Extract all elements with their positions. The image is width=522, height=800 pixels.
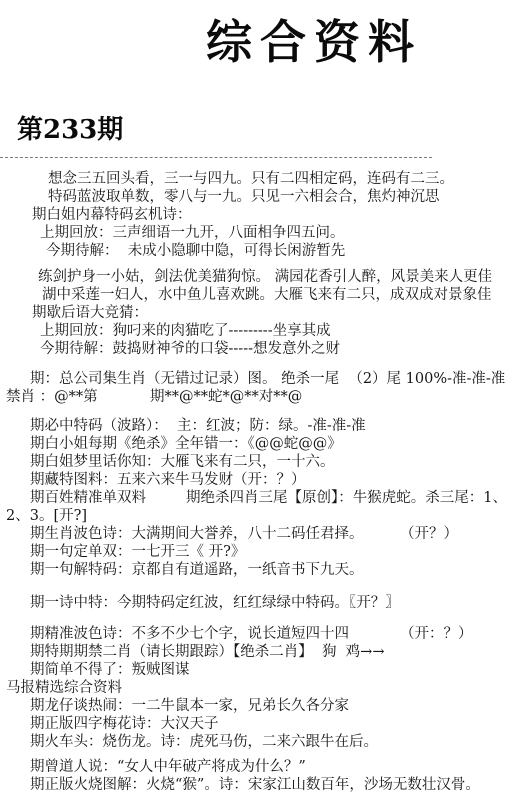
poem-line-2: 特码蓝波取单数，零八与一九。只见一六相会合，焦灼神沉思 [48,189,440,205]
baijie-poem-heading: 期白姐内幕特码玄机诗： [32,207,192,223]
banned-zodiac-right: 期**@**蛇*@**对**@ [150,389,303,405]
xiehouyu-last-review: 上期回放：狗叼来的肉猫吃了---------坐享其成 [40,323,331,339]
zodiac-color-poem-result: （开？） [400,526,458,542]
verse-line-2: 湖中采莲一妇人，水中鱼儿喜欢跳。大雁飞来有二只，成双成对景象佳 [42,287,492,303]
zeng-daoren-line: 期曾道人说：“女人中年破产将成为什么？” [30,759,306,775]
baijie-dream-line: 期白姐梦里话你知：大雁飞来有二只，一十六。 [30,454,335,470]
special-code-wave: 期必中特码（波路）： 主：红波；防：绿。-准-准-准 [30,418,366,434]
special-code-sentence: 期一句解特码：京都自有道遥路，一纸音书下九天。 [30,562,364,578]
kill-four-zodiac: 期绝杀四肖三尾【原创】：牛猴虎蛇。杀三尾：1、 [186,490,507,506]
poem-special-code: 期一诗中特：今期特码定红波，红红绿绿中特码。〖开？〗 [30,595,400,611]
fire-chart-line: 期正版火烧图解：火烧“猴”。诗：宋家江山数百年，沙场无数壮汉骨。 [30,777,480,793]
baijie-current-riddle: 今期待解： 未成小隐聊中隐，可得长闲游暂先 [46,243,346,259]
verse-line-1: 练剑护身一小姑，剑法优美猫狗惊。 满园花香引人醉，风景美来人更佳 [38,269,493,285]
baixiaojie-kill-line: 期白小姐每期《绝杀》全年错一：《@@蛇@@》 [30,436,342,452]
plum-poem-line: 期正版四字梅花诗：大汉天子 [30,716,219,732]
hidden-code-chart: 期藏特图料：五来六来牛马发财（开：？） [30,472,306,488]
odd-even-sentence: 期一句定单双：一七开三《 开?》 [30,544,246,560]
xiehouyu-heading: 期歇后语大竞猜： [32,305,148,321]
odd-even-material: 期百姓精准单双料 [30,490,146,506]
kill-tail-continuation: 2、3。[开?] [6,508,88,524]
banned-zodiac-left: 禁肖 ：@**第 [6,389,98,405]
dashed-separator [0,157,432,158]
simple-line: 期简单不得了：叛贼图谋 [30,662,190,678]
baijie-last-review: 上期回放：三声细语一九开，八面相争四五问。 [40,225,345,241]
banned-two-zodiac: 期特期期禁二肖（请长期跟踪）【绝杀二肖】 狗 鸡→→ [30,644,385,660]
document-title: 综合资料 [206,15,422,69]
company-zodiac-line: 期：总公司集生肖（无错过记录）图。 绝杀一尾 （2）尾 100%-准-准-准 [30,371,506,387]
wave-color-poem-result: （开：？） [400,626,473,642]
issue-number: 第233期 [17,115,124,145]
train-head-line: 期火车头：烧伤龙。诗：虎死马伤，二来六跟牛在后。 [30,734,378,750]
wave-color-poem: 期精准波色诗：不多不少七个字，说长道短四十四 [30,626,349,642]
poem-line-1: 想念三五回头看，三一与四九。只有二四相定码，连码有二三。 [48,171,454,187]
longzai-line: 期龙仔谈热闹：一二牛鼠本一家，兄弟长久各分家 [30,698,349,714]
zodiac-color-poem: 期生肖波色诗：大满期间大誉养，八十二码任君择。 [30,526,364,542]
xiehouyu-current: 今期待解：鼓捣财神爷的口袋-----想发意外之财 [40,341,340,357]
mabao-heading: 马报精选综合资料 [6,680,122,696]
